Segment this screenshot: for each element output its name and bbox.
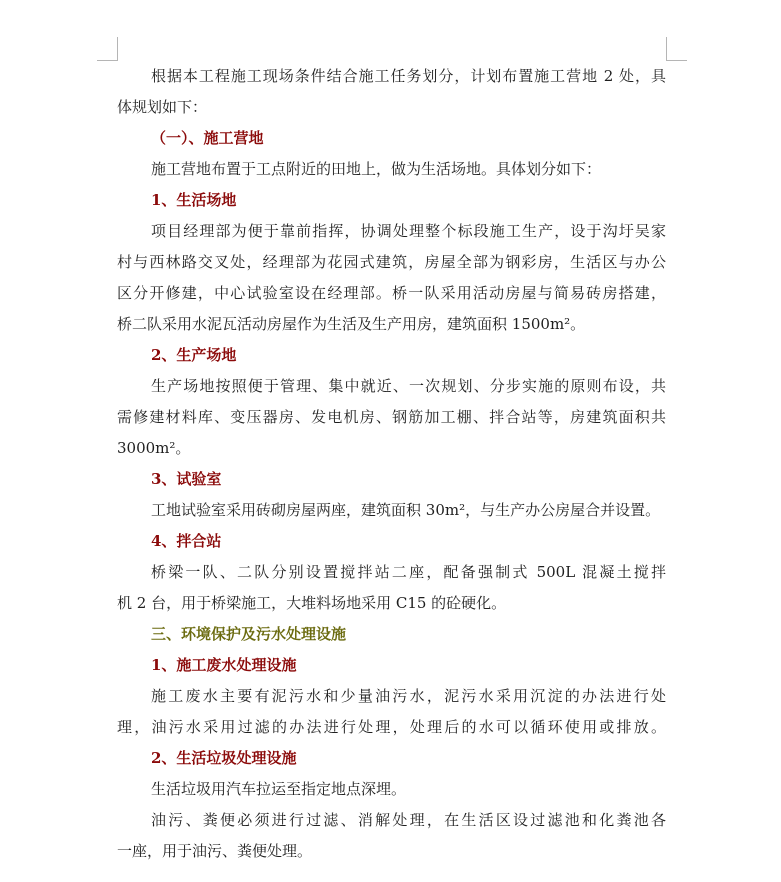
crop-mark-top-left xyxy=(97,37,118,61)
paragraph-wastewater-line-1: 施工废水主要有泥污水和少量油污水，泥污水采用沉淀的办法进行处 xyxy=(151,687,666,705)
paragraph-mixing-line-2: 机 2 台，用于桥梁施工，大堆料场地采用 C15 的砼硬化。 xyxy=(117,594,507,612)
heading-environmental-protection: 三、环境保护及污水处理设施 xyxy=(151,625,347,643)
paragraph-camp: 施工营地布置于工点附近的田地上，做为生活场地。具体划分如下： xyxy=(151,160,602,178)
paragraph-living-line-3: 区分开修建，中心试验室设在经理部。桥一队采用活动房屋与简易砖房搭建， xyxy=(117,284,666,302)
paragraph-living-line-2: 村与西林路交叉处，经理部为花园式建筑，房屋全部为钢彩房，生活区与办公 xyxy=(117,253,666,271)
paragraph-intro-line-2: 体规划如下： xyxy=(117,98,208,116)
crop-mark-top-right xyxy=(666,37,687,61)
heading-production-area: 2、生产场地 xyxy=(151,346,237,364)
paragraph-garbage: 生活垃圾用汽车拉运至指定地点深埋。 xyxy=(151,780,407,798)
paragraph-production-line-2: 需修建材料库、变压器房、发电机房、钢筋加工棚、拌合站等，房建筑面积共 xyxy=(117,408,666,426)
paragraph-intro-line-1: 根据本工程施工现场条件结合施工任务划分，计划布置施工营地 2 处，具 xyxy=(151,67,666,85)
heading-wastewater-facility: 1、施工废水处理设施 xyxy=(151,656,297,674)
paragraph-mixing-line-1: 桥梁一队、二队分别设置搅拌站二座，配备强制式 500L 混凝土搅拌 xyxy=(151,563,666,581)
paragraph-living-line-1: 项目经理部为便于靠前指挥，协调处理整个标段施工生产，设于沟圩吴家 xyxy=(151,222,666,240)
paragraph-production-line-3: 3000m²。 xyxy=(117,439,191,457)
paragraph-sewage-line-1: 油污、粪便必须进行过滤、消解处理，在生活区设过滤池和化粪池各 xyxy=(151,811,666,829)
paragraph-production-line-1: 生产场地按照便于管理、集中就近、一次规划、分步实施的原则布设，共 xyxy=(151,377,666,395)
heading-mixing-station: 4、拌合站 xyxy=(151,532,222,550)
paragraph-laboratory: 工地试验室采用砖砌房屋两座，建筑面积 30m²，与生产办公房屋合并设置。 xyxy=(151,501,661,519)
paragraph-wastewater-line-2: 理，油污水采用过滤的办法进行处理，处理后的水可以循环使用或排放。 xyxy=(117,718,666,736)
heading-living-area: 1、生活场地 xyxy=(151,191,237,209)
paragraph-sewage-line-2: 一座，用于油污、粪便处理。 xyxy=(117,842,313,860)
heading-laboratory: 3、试验室 xyxy=(151,470,222,488)
paragraph-living-line-4: 桥二队采用水泥瓦活动房屋作为生活及生产用房，建筑面积 1500m²。 xyxy=(117,315,586,333)
heading-construction-camp: （一）、施工营地 xyxy=(151,129,264,147)
heading-garbage-facility: 2、生活垃圾处理设施 xyxy=(151,749,297,767)
